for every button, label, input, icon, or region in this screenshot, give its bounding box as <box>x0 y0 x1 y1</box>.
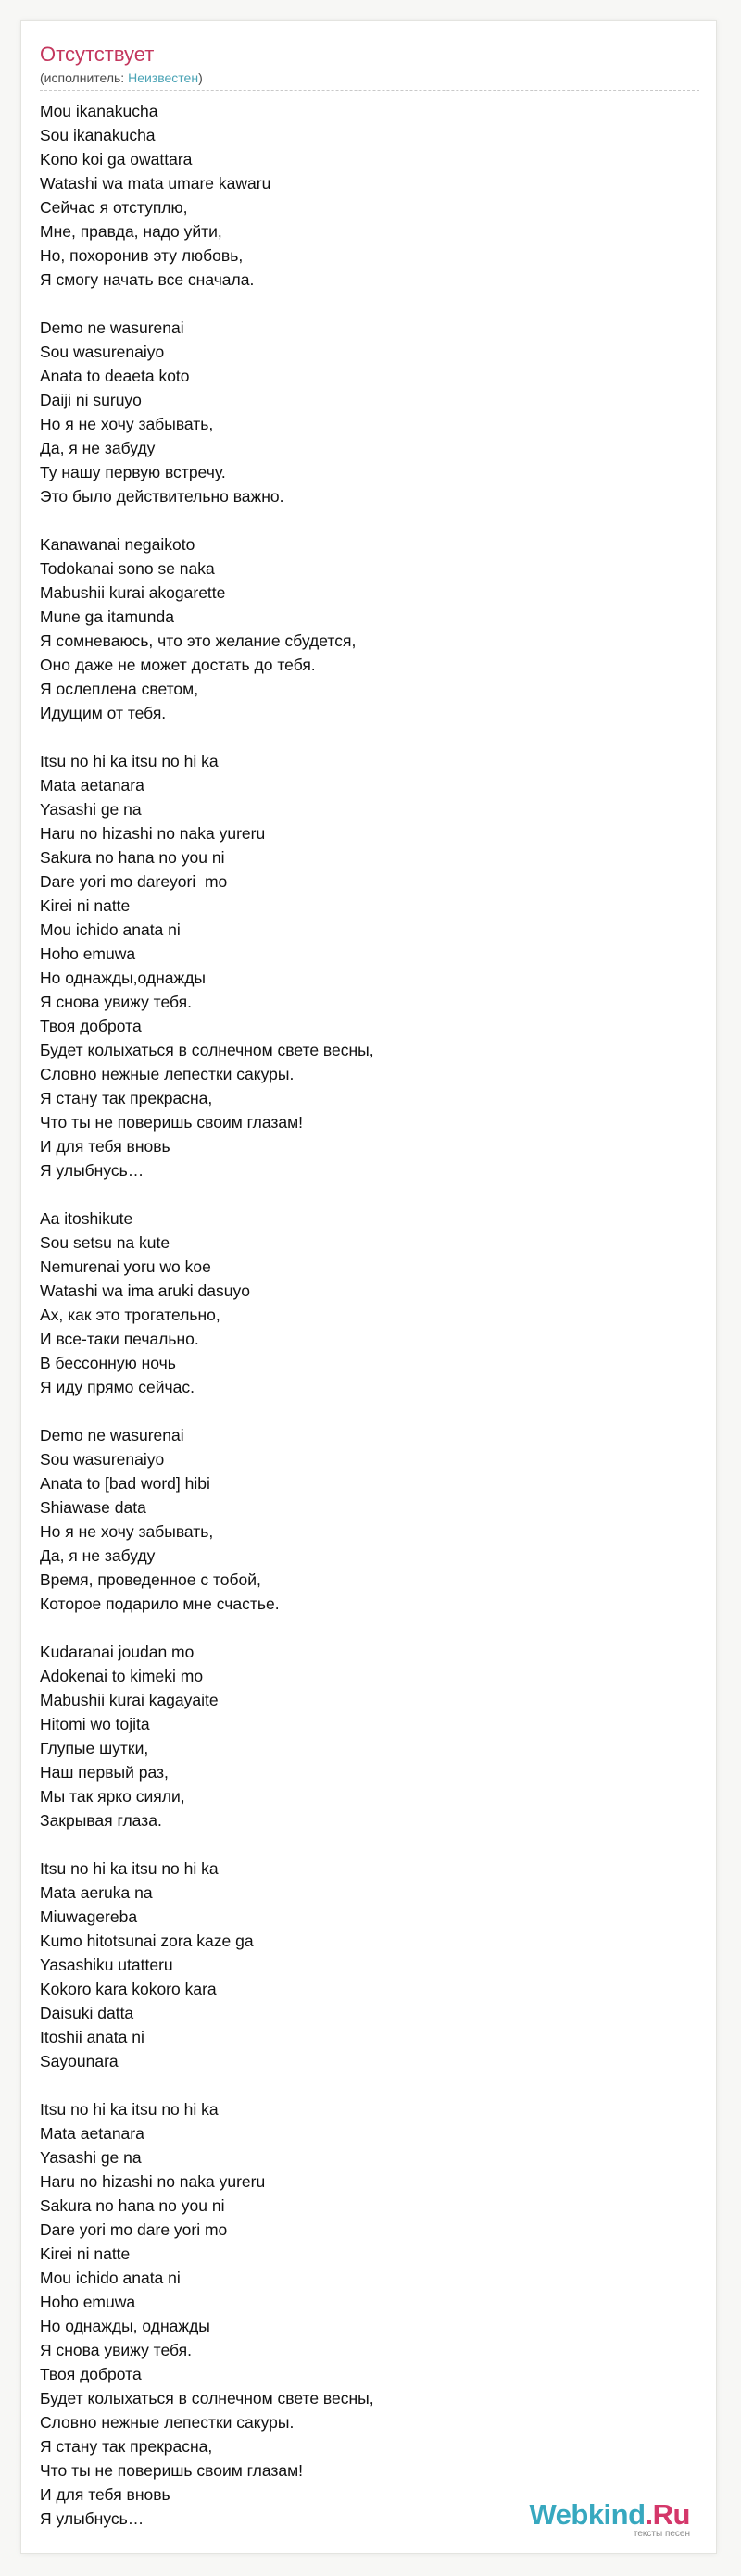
lyrics-line: Kirei ni natte <box>40 2245 131 2263</box>
lyrics-line: Sou setsu na kute <box>40 1233 170 1252</box>
lyrics-line: Я стану так прекрасна, <box>40 1089 213 1107</box>
lyrics-line: В бессонную ночь <box>40 1354 176 1372</box>
lyrics-line: Itsu no hi ka itsu no hi ka <box>40 1859 219 1878</box>
lyrics-line: Mata aeruka na <box>40 1883 153 1902</box>
performer-line <box>40 69 203 86</box>
lyrics-line: Будет колыхаться в солнечном свете весны, <box>40 2389 374 2407</box>
lyrics-line: Kanawanai negaikoto <box>40 535 195 554</box>
lyrics-line: И все-таки печально. <box>40 1330 199 1348</box>
lyrics-card <box>20 20 717 2554</box>
lyrics-line: Hoho emuwa <box>40 944 136 963</box>
lyrics-line: Время, проведенное с тобой, <box>40 1570 261 1589</box>
lyrics-line: Sakura no hana no you ni <box>40 848 225 867</box>
lyrics-line: Мы так ярко сияли, <box>40 1787 185 1806</box>
lyrics-line: Kumo hitotsunai zora kaze ga <box>40 1932 254 1950</box>
lyrics-line: Watashi wa mata umare kawaru <box>40 174 271 193</box>
lyrics-stanza <box>40 316 688 508</box>
lyrics-line: Adokenai to kimeki mo <box>40 1667 204 1685</box>
lyrics-line: Что ты не поверишь своим глазам! <box>40 1113 304 1132</box>
lyrics-line: И для тебя вновь <box>40 2485 170 2504</box>
logo-dot: . <box>645 2498 653 2531</box>
lyrics-line: Kokoro kara kokoro kara <box>40 1980 217 1998</box>
lyrics-line: Mabushii kurai kagayaite <box>40 1691 219 1709</box>
lyrics-line: Mou ikanakucha <box>40 102 158 120</box>
lyrics-stanza <box>40 749 688 1182</box>
lyrics-line: Yasashi ge na <box>40 800 142 819</box>
header-divider <box>40 90 699 91</box>
lyrics-line: И для тебя вновь <box>40 1137 170 1156</box>
lyrics-line: Mune ga itamunda <box>40 607 174 626</box>
logo-wordmark <box>529 2499 690 2531</box>
lyrics-stanza <box>40 1207 688 1399</box>
lyrics-line: Haru no hizashi no naka yureru <box>40 824 266 843</box>
lyrics-line: Оно даже не может достать до тебя. <box>40 656 316 674</box>
lyrics-line: Я смогу начать все сначала. <box>40 270 255 289</box>
lyrics-line: Я ослеплена светом, <box>40 680 199 698</box>
lyrics-line: Yasashi ge na <box>40 2148 142 2167</box>
performer-suffix: ) <box>198 70 203 85</box>
lyrics-line: Что ты не поверишь своим глазам! <box>40 2461 304 2480</box>
lyrics-line: Sou wasurenaiyo <box>40 343 165 361</box>
lyrics-line: Я снова увижу тебя. <box>40 993 193 1011</box>
lyrics-line: Словно нежные лепестки сакуры. <box>40 2413 295 2432</box>
logo-subtitle: тексты песен <box>633 2529 690 2539</box>
lyrics-line: Kono koi ga owattara <box>40 150 193 169</box>
lyrics-line: Sakura no hana no you ni <box>40 2196 225 2215</box>
site-logo[interactable] <box>529 2499 690 2540</box>
lyrics-line: Hitomi wo tojita <box>40 1715 150 1733</box>
lyrics-line: Sayounara <box>40 2052 119 2070</box>
lyrics-line: Это было действительно важно. <box>40 487 284 506</box>
lyrics-line: Будет колыхаться в солнечном свете весны, <box>40 1041 374 1059</box>
lyrics-line: Я снова увижу тебя. <box>40 2341 193 2359</box>
lyrics-line: Anata to deaeta koto <box>40 367 190 385</box>
lyrics-line: Я иду прямо сейчас. <box>40 1378 195 1396</box>
lyrics-line: Mabushii kurai akogarette <box>40 583 226 602</box>
lyrics-stanza <box>40 532 688 725</box>
logo-main-text: Webkind <box>529 2498 646 2531</box>
lyrics-line: Но я не хочу забывать, <box>40 415 214 433</box>
song-title: Отсутствует <box>40 43 155 66</box>
lyrics-line: Глупые шутки, <box>40 1739 149 1757</box>
lyrics-line: Sou wasurenaiyo <box>40 1450 165 1469</box>
lyrics-line: Идущим от тебя. <box>40 704 167 722</box>
lyrics-line: Kudaranai joudan mo <box>40 1643 195 1661</box>
lyrics-line: Kirei ni natte <box>40 896 131 915</box>
lyrics-line: Да, я не забуду <box>40 1546 156 1565</box>
lyrics-line: Dare yori mo dare yori mo <box>40 2220 228 2239</box>
lyrics-line: Mata aetanara <box>40 2124 144 2143</box>
lyrics-line: Demo ne wasurenai <box>40 319 184 337</box>
lyrics-line: Itsu no hi ka itsu no hi ka <box>40 752 219 770</box>
lyrics-line: Dare yori mo dareyori mo <box>40 872 228 891</box>
lyrics-line: Demo ne wasurenai <box>40 1426 184 1444</box>
lyrics-line: Твоя доброта <box>40 1017 142 1035</box>
lyrics-line: Shiawase data <box>40 1498 146 1517</box>
lyrics-line: Miuwagereba <box>40 1907 138 1926</box>
lyrics-line: Но я не хочу забывать, <box>40 1522 214 1541</box>
lyrics-line: Ту нашу первую встречу. <box>40 463 226 481</box>
lyrics-text <box>40 99 688 2555</box>
lyrics-line: Anata to [bad word] hibi <box>40 1474 210 1493</box>
lyrics-line: Я сомневаюсь, что это желание сбудется, <box>40 631 357 650</box>
performer-link[interactable]: Неизвестен <box>128 70 199 85</box>
lyrics-line: Наш первый раз, <box>40 1763 169 1782</box>
lyrics-stanza <box>40 2097 688 2531</box>
lyrics-line: Itoshii anata ni <box>40 2028 144 2046</box>
lyrics-line: Nemurenai yoru wo koe <box>40 1257 211 1276</box>
lyrics-line: Watashi wa ima aruki dasuyo <box>40 1282 250 1300</box>
lyrics-stanza <box>40 1423 688 1616</box>
lyrics-line: Которое подарило мне счастье. <box>40 1594 280 1613</box>
lyrics-line: Yasashiku utatteru <box>40 1956 173 1974</box>
lyrics-line: Mou ichido anata ni <box>40 920 181 939</box>
lyrics-line: Daiji ni suruyo <box>40 391 142 409</box>
lyrics-line: Todokanai sono se naka <box>40 559 215 578</box>
lyrics-line: Я улыбнусь… <box>40 1161 144 1180</box>
lyrics-stanza <box>40 1857 688 2073</box>
lyrics-line: Itsu no hi ka itsu no hi ka <box>40 2100 219 2119</box>
lyrics-line: Словно нежные лепестки сакуры. <box>40 1065 295 1083</box>
lyrics-line: Мне, правда, надо уйти, <box>40 222 222 241</box>
lyrics-line: Но однажды, однажды <box>40 2317 210 2335</box>
lyrics-line: Hoho emuwa <box>40 2293 136 2311</box>
lyrics-stanza <box>40 99 688 292</box>
lyrics-stanza <box>40 1640 688 1832</box>
logo-tld: Ru <box>652 2498 690 2531</box>
lyrics-line: Твоя доброта <box>40 2365 142 2383</box>
lyrics-line: Сейчас я отступлю, <box>40 198 188 217</box>
lyrics-line: Закрывая глаза. <box>40 1811 162 1830</box>
lyrics-line: Daisuki datta <box>40 2004 134 2022</box>
lyrics-line: Mou ichido anata ni <box>40 2269 181 2287</box>
performer-prefix: (исполнитель: <box>40 70 129 85</box>
lyrics-line: Но, похоронив эту любовь, <box>40 246 244 265</box>
lyrics-line: Ах, как это трогательно, <box>40 1306 220 1324</box>
lyrics-line: Sou ikanakucha <box>40 126 156 144</box>
lyrics-line: Да, я не забуду <box>40 439 156 457</box>
lyrics-line: Я стану так прекрасна, <box>40 2437 213 2456</box>
lyrics-line: Aa itoshikute <box>40 1209 133 1228</box>
lyrics-line: Haru no hizashi no naka yureru <box>40 2172 266 2191</box>
lyrics-line: Я улыбнусь… <box>40 2509 144 2528</box>
lyrics-line: Mata aetanara <box>40 776 144 794</box>
lyrics-line: Но однажды,однажды <box>40 969 206 987</box>
